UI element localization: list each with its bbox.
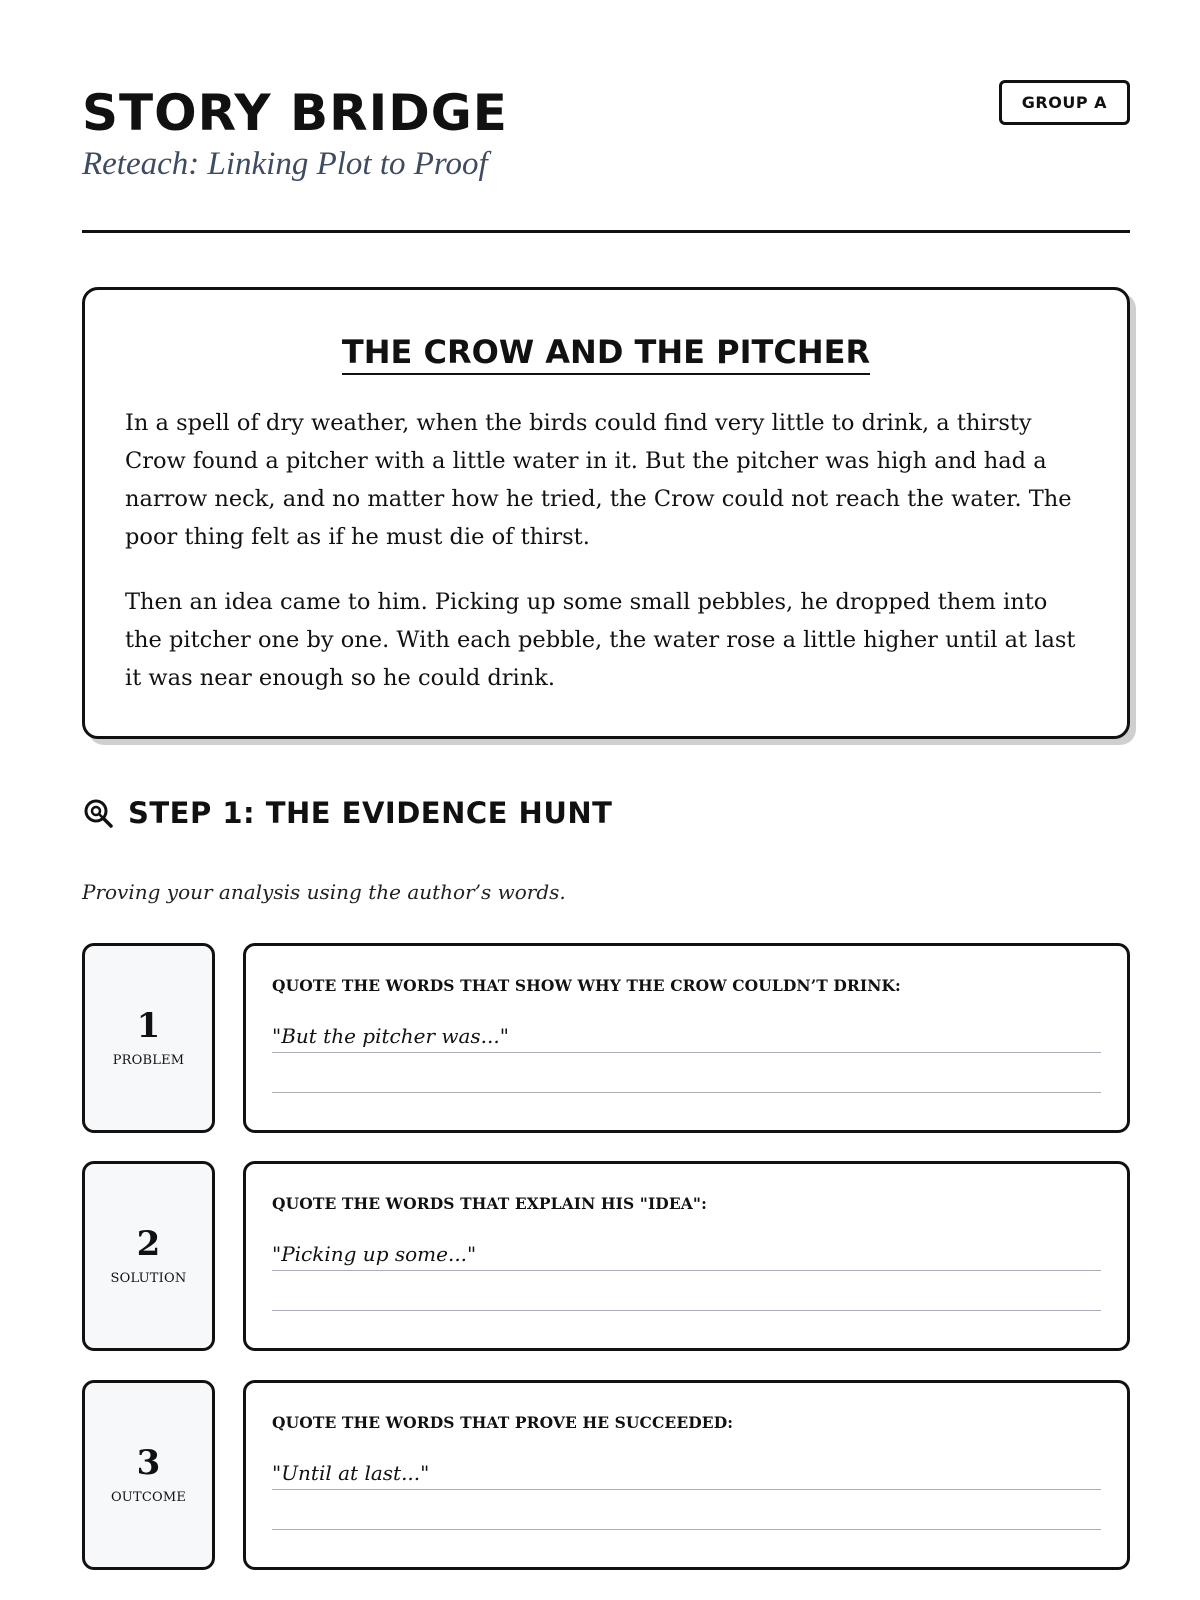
task-number-box — [82, 943, 215, 1133]
task-number-box — [82, 1380, 215, 1570]
task-prompt: QUOTE THE WORDS THAT PROVE HE SUCCEEDED: — [272, 1413, 734, 1432]
answer-line[interactable] — [272, 1309, 1101, 1311]
search-icon — [82, 797, 114, 829]
story-title — [125, 333, 1087, 371]
task-number-box — [82, 1161, 215, 1351]
task-row-solution — [82, 1161, 1130, 1351]
task-label: SOLUTION — [110, 1270, 187, 1286]
step-1-description: Proving your analysis using the author’s words. — [82, 880, 566, 904]
story-paragraph-2: Then an idea came to him. Picking up some small pebbles, he dropped them into the pitcher one by one. With each pebble, the water rose a little higher until at last it was near enough so he could drink. — [125, 588, 1076, 691]
task-prompt: QUOTE THE WORDS THAT EXPLAIN HIS "IDEA": — [272, 1194, 707, 1213]
task-number: 3 — [136, 1442, 161, 1483]
answer-line-starter[interactable]: "Until at last..." — [272, 1460, 1101, 1490]
story-paragraph-1: In a spell of dry weather, when the birds could find very little to drink, a thirsty Crow found a pitcher with a little water in it. But the pitcher was high and had a narrow neck, and no matter how he tried, the Crow could not reach the water. The poor thing felt as if he must die of thirst. — [125, 409, 1072, 550]
task-number: 1 — [136, 1005, 161, 1046]
task-row-outcome — [82, 1380, 1130, 1570]
answer-line[interactable] — [272, 1091, 1101, 1093]
task-answer-box — [243, 1161, 1130, 1351]
step-1-heading — [82, 796, 612, 830]
task-label: PROBLEM — [112, 1052, 185, 1068]
group-badge: GROUP A — [999, 80, 1130, 125]
step-1-title: STEP 1: THE EVIDENCE HUNT — [128, 796, 613, 830]
page-subtitle: Reteach: Linking Plot to Proof — [82, 146, 488, 182]
answer-line-starter[interactable]: "Picking up some..." — [272, 1241, 1101, 1271]
story-title-text: THE CROW AND THE PITCHER — [342, 333, 870, 375]
page-title: STORY BRIDGE — [82, 84, 508, 142]
task-prompt: QUOTE THE WORDS THAT SHOW WHY THE CROW COULDN’T DRINK: — [272, 976, 901, 995]
task-answer-box — [243, 943, 1130, 1133]
story-card — [82, 287, 1130, 739]
answer-line-starter[interactable]: "But the pitcher was..." — [272, 1023, 1101, 1053]
task-label: OUTCOME — [110, 1489, 187, 1505]
task-number: 2 — [136, 1223, 161, 1264]
task-row-problem — [82, 943, 1130, 1133]
task-answer-box — [243, 1380, 1130, 1570]
answer-line[interactable] — [272, 1528, 1101, 1530]
worksheet-header — [82, 78, 1130, 233]
